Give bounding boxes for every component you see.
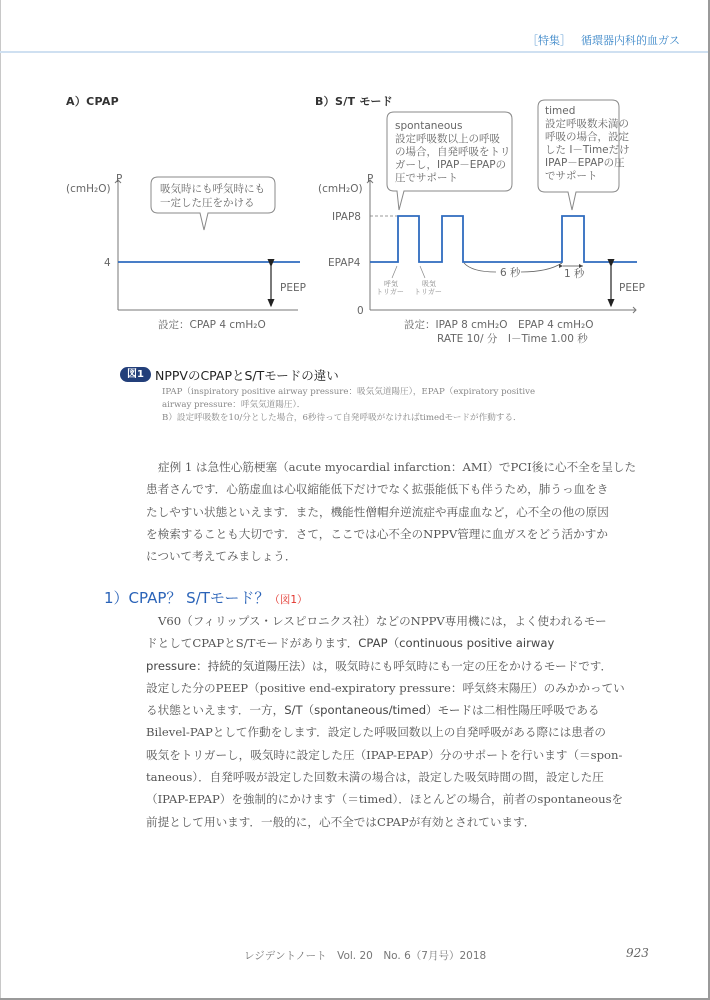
timed-bubble-line-2: 設定呼吸数未満の	[545, 118, 629, 130]
section-line-9: （IPAP-EPAP）を強制的にかけます（＝timed）．ほとんどの場合，前者のspontaneousを	[146, 792, 624, 807]
header-title: 循環器内科的血ガス	[581, 34, 680, 47]
panel-b-y-letter: P	[367, 173, 374, 185]
panel-a-peep-label: PEEP	[280, 282, 306, 294]
panel-b-setting-line-2: RATE 10/ 分 I－Time 1.00 秒	[437, 333, 588, 345]
panel-b-tick-epap: EPAP4	[328, 257, 361, 269]
section-line-7: 吸気をトリガーし，吸気時に設定した圧（IPAP-EPAP）分のサポートを行います（＝spon-	[146, 747, 623, 762]
caption-line-2: airway pressure：呼気気道陽圧）．	[162, 399, 306, 410]
intro-line-2: 患者さんです．心筋虚血は心収縮能低下だけでなく拡張能低下も伴うため，肺うっ血をき	[146, 482, 609, 497]
intro-line-5: について考えてみましょう．	[146, 549, 297, 564]
figure-1-diagram	[0, 0, 708, 360]
section-line-2b: CPAP（continuous positive airway	[358, 636, 555, 651]
insp-trigger-label-1: 吸気	[422, 280, 436, 288]
panel-b-waveform	[370, 216, 637, 262]
section-line-8: taneous）．自発呼吸が設定した回数未満の場合は，設定した吸気時間の間，設定した圧	[146, 770, 604, 785]
section-figure-ref[interactable]: （図1）	[269, 594, 308, 606]
spont-bubble-line-5: 圧でサポート	[395, 172, 458, 184]
caption-line-1: IPAP（inspiratory positive airway pressure：吸気気道陽圧），EPAP（expiratory positive	[162, 386, 536, 397]
panel-b-y-unit: (cmH₂O)	[318, 183, 363, 195]
section-line-6: Bilevel-PAPとして作動をします．設定した呼吸回数以上の自発呼吸がある際には患者の	[146, 725, 607, 740]
section-line-5	[146, 699, 672, 721]
exp-trigger-label-2: トリガー	[376, 288, 404, 296]
timed-bubble-line-5: IPAP－EPAPの圧	[545, 157, 625, 169]
intro-line-4: を検索することも大切です．さて，ここでは心不全のNPPV管理に血ガスをどう活かすか	[146, 526, 608, 541]
six-sec-brace-right	[521, 263, 562, 272]
section-line-4: 設定した分のPEEP（positive end-expiratory pressure：呼気終末陽圧）のみかかってい	[146, 680, 625, 695]
panel-a-setting: 設定：CPAP 4 cmH₂O	[158, 319, 266, 331]
panel-b-peep-label: PEEP	[619, 282, 645, 294]
one-sec-label: 1 秒	[564, 268, 585, 280]
section-line-5a: る状態といえます．一方，	[146, 703, 285, 718]
timed-bubble-line-1: timed	[545, 105, 576, 117]
spont-bubble-line-3: の場合，自発呼吸をトリ	[395, 146, 511, 158]
section-line-1: V60（フィリップス・レスピロニクス社）などのNPPV専用機には，よく使われるモー	[158, 614, 607, 628]
spont-bubble-line-2: 設定呼吸数以上の呼吸	[395, 133, 500, 145]
section-line-5c: は二相性陽圧呼吸である	[471, 703, 600, 718]
insp-trigger-label-2: トリガー	[414, 288, 442, 296]
section-line-3	[146, 655, 672, 677]
panel-b-tick-ipap: IPAP8	[332, 211, 361, 223]
page-number: 923	[626, 946, 649, 960]
figure-title: NPPVのCPAPとS/Tモードの違い	[154, 367, 339, 383]
timed-bubble-line-6: でサポート	[545, 170, 598, 182]
intro-line-3: たしやすい状態といえます．また，機能性僧帽弁逆流症や再虚血など，心不全の他の原因	[146, 504, 609, 519]
exp-trigger-pointer	[392, 266, 397, 278]
caption-line-3: B）設定呼吸数を10/分とした場合，6秒待って自発呼吸がなければtimedモードが作動する．	[162, 412, 522, 423]
timed-bubble-line-4: した I－Timeだけ	[545, 144, 630, 156]
spont-bubble-line-1: spontaneous	[395, 120, 463, 132]
six-sec-brace-left	[464, 263, 496, 272]
figure-caption	[120, 364, 600, 425]
panel-a-bubble-line-2: 一定した圧をかける	[160, 197, 255, 209]
six-sec-label: 6 秒	[500, 267, 521, 279]
panel-b-setting-line-1: 設定：IPAP 8 cmH₂O EPAP 4 cmH₂O	[404, 319, 594, 331]
caption-body	[162, 386, 600, 425]
panel-b-tick-0: 0	[357, 305, 364, 317]
footer-journal: レジデントノート Vol. 20 No. 6（7月号）2018	[244, 950, 487, 962]
section-line-2	[146, 632, 672, 654]
timed-bubble-line-3: 呼吸の場合，設定	[545, 131, 629, 143]
intro-paragraph	[146, 456, 672, 567]
insp-trigger-pointer	[420, 266, 425, 278]
panel-a-tick-4: 4	[104, 257, 111, 269]
spont-bubble-line-4: ガーし，IPAP－EPAPの	[395, 159, 507, 171]
panel-a-cpap	[66, 173, 306, 331]
panel-a-bubble-line-1: 吸気時にも呼気時にも	[160, 183, 265, 195]
intro-line-1: 症例 1 は急性心筋梗塞（acute myocardial infarction：AMI）でPCI後に心不全を呈した	[158, 460, 637, 474]
header-tag: ［特集］	[527, 34, 571, 47]
section-line-3a: pressure：持続的気道陽圧法）	[146, 658, 313, 673]
section-heading	[104, 587, 308, 608]
panel-b-st-mode	[318, 100, 645, 345]
section-line-10: 前提として用います．一般的に，心不全ではCPAPが有効とされています．	[146, 814, 536, 829]
section-line-3b: は，吸気時にも呼気時にも一定の圧をかけるモードです．	[312, 658, 613, 673]
panel-a-y-unit: (cmH₂O)	[66, 183, 111, 195]
panel-a-y-letter: P	[116, 173, 123, 185]
section-line-2a: ドとしてCPAPとS/Tモードがあります．	[146, 636, 359, 651]
panel-a-label: A）CPAP	[66, 95, 120, 108]
figure-badge: 図1	[120, 367, 151, 382]
exp-trigger-label-1: 呼気	[384, 280, 398, 288]
section-heading-text: 1）CPAP？ S/Tモード？	[104, 589, 270, 607]
section-paragraph	[146, 610, 672, 833]
section-line-5b: S/T（spontaneous/timed）モード	[284, 703, 472, 718]
panel-b-label: B）S/T モード	[315, 95, 393, 108]
